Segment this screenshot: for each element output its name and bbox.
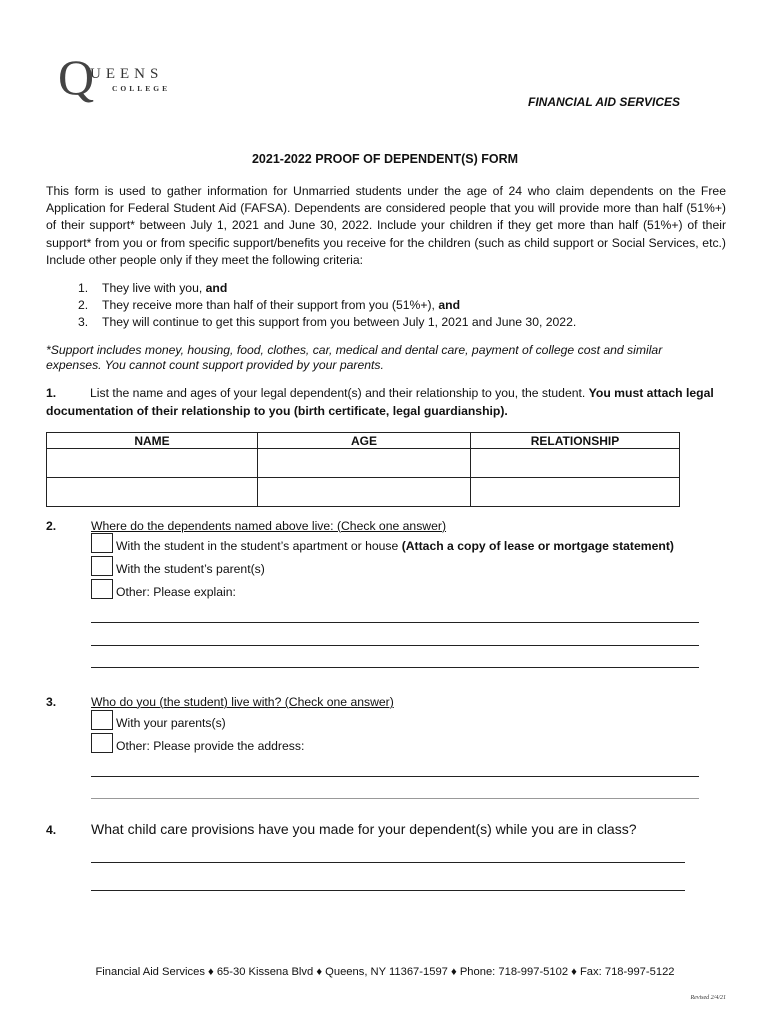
question-1: 1. List the name and ages of your legal dependent(s) and their relationship to you, the student. You must attach legal documentation of their relationship to you (birth certificate, legal guardianship). xyxy=(46,386,714,418)
q2-option-2[interactable]: With the student’s parent(s) xyxy=(91,556,265,576)
logo-queens-text: UEENS xyxy=(90,66,164,82)
age-cell[interactable] xyxy=(258,478,471,507)
q2-option-1[interactable]: With the student in the student’s apartment or house (Attach a copy of lease or mortgage statement) xyxy=(91,533,674,553)
answer-line[interactable] xyxy=(91,798,699,799)
answer-line[interactable] xyxy=(91,862,685,863)
q3-option-2[interactable]: Other: Please provide the address: xyxy=(91,733,304,753)
table-row xyxy=(47,478,680,507)
relationship-cell[interactable] xyxy=(471,449,680,478)
question-3-number: 3. xyxy=(46,695,57,709)
q2-option-3[interactable]: Other: Please explain: xyxy=(91,579,236,599)
revised-date: Revised 2/4/21 xyxy=(690,995,726,1001)
intro-paragraph: This form is used to gather information for Unmarried students under the age of 24 who claim dependents on the Free Application for Federal Student Aid (FAFSA). Dependents are considered people that you will provide more than half (51%+) of their support* between July 1, 2021 and June 30, 2022. Include your children if they get more than half (51%+) of their support* from you or from specific support/benefits you receive for the children (such as child support or Social Services, etc.) Include other people only if they meet the following criteria: xyxy=(46,184,726,267)
footer-contact: Financial Aid Services ♦ 65-30 Kissena Blvd ♦ Queens, NY 11367-1597 ♦ Phone: 718-997-5102 ♦ Fax: 718-997-5122 xyxy=(95,966,675,978)
question-2-text: Where do the dependents named above live: (Check one answer) xyxy=(91,519,447,533)
checkbox[interactable] xyxy=(91,710,113,730)
q3-option-1[interactable]: With your parents(s) xyxy=(91,710,226,730)
dependents-table xyxy=(46,432,680,507)
answer-line[interactable] xyxy=(91,622,699,623)
table-row xyxy=(47,449,680,478)
answer-line[interactable] xyxy=(91,645,699,646)
question-4-number: 4. xyxy=(46,823,57,837)
support-note: *Support includes money, housing, food, clothes, car, medical and dental care, payment of college cost and similar expenses. You cannot count support provided by your parents. xyxy=(46,343,663,372)
question-number: 1. xyxy=(46,386,57,400)
answer-line[interactable] xyxy=(91,776,699,777)
checkbox[interactable] xyxy=(91,733,113,753)
checkbox[interactable] xyxy=(91,579,113,599)
name-cell[interactable] xyxy=(47,478,258,507)
criteria-item: 3. They will continue to get this support from you between July 1, 2021 and June 30, 2022. xyxy=(78,315,577,330)
column-header-relationship: RELATIONSHIP xyxy=(471,433,680,449)
question-2-number: 2. xyxy=(46,519,57,533)
checkbox[interactable] xyxy=(91,556,113,576)
relationship-cell[interactable] xyxy=(471,478,680,507)
table-header-row xyxy=(47,433,680,449)
department-heading: FINANCIAL AID SERVICES xyxy=(527,95,680,109)
age-cell[interactable] xyxy=(258,449,471,478)
criteria-item: 2. They receive more than half of their support from you (51%+), and xyxy=(78,298,461,313)
criteria-list xyxy=(78,280,576,332)
logo-college-text: COLLEGE xyxy=(112,84,171,93)
question-3-text: Who do you (the student) live with? (Check one answer) xyxy=(91,695,394,709)
logo-q-letter: Q xyxy=(58,49,95,105)
column-header-name: NAME xyxy=(47,433,258,449)
form-title: 2021-2022 PROOF OF DEPENDENT(S) FORM xyxy=(251,152,519,166)
column-header-age: AGE xyxy=(258,433,471,449)
name-cell[interactable] xyxy=(47,449,258,478)
checkbox[interactable] xyxy=(91,533,113,553)
question-4-text: What child care provisions have you made for your dependent(s) while you are in class? xyxy=(91,821,637,837)
answer-line[interactable] xyxy=(91,890,685,891)
criteria-item: 1. They live with you, and xyxy=(78,281,228,295)
answer-line[interactable] xyxy=(91,667,699,668)
